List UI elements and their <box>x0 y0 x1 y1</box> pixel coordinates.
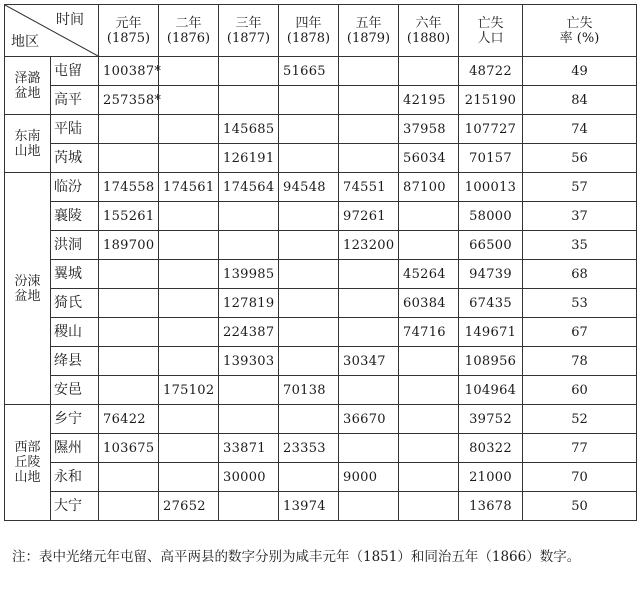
population-value-cell: 155261 <box>99 202 159 231</box>
population-value-cell <box>219 231 279 260</box>
county-name-cell: 大宁 <box>51 492 99 521</box>
region-name-cell <box>5 115 51 173</box>
population-value-cell <box>159 463 219 492</box>
population-value-cell <box>279 318 339 347</box>
loss-rate-cell: 52 <box>523 405 637 434</box>
loss-people-header: 亡失 人口 <box>459 5 523 57</box>
population-value-cell <box>399 492 459 521</box>
loss-people-cell: 215190 <box>459 86 523 115</box>
table-row <box>5 144 637 173</box>
loss-people-cell: 107727 <box>459 115 523 144</box>
year-header-2: 二年 (1876) <box>159 5 219 57</box>
population-value-cell <box>339 318 399 347</box>
population-value-cell: 126191 <box>219 144 279 173</box>
region-name-line: 盆地 <box>14 288 41 304</box>
region-name-line: 泽潞 <box>14 70 41 86</box>
loss-rate-cell: 53 <box>523 289 637 318</box>
population-value-cell <box>159 202 219 231</box>
loss-rate-cell: 77 <box>523 434 637 463</box>
loss-rate-cell: 78 <box>523 347 637 376</box>
population-value-cell: 33871 <box>219 434 279 463</box>
county-name-cell: 临汾 <box>51 173 99 202</box>
population-value-cell: 13974 <box>279 492 339 521</box>
table-row <box>5 202 637 231</box>
region-name-line: 西部 <box>14 440 41 455</box>
population-value-cell: 30000 <box>219 463 279 492</box>
population-value-cell <box>159 57 219 86</box>
population-value-cell <box>339 289 399 318</box>
population-value-cell: 257358* <box>99 86 159 115</box>
population-value-cell <box>159 405 219 434</box>
population-value-cell: 103675 <box>99 434 159 463</box>
header-row <box>5 5 637 57</box>
table-row <box>5 405 637 434</box>
table-footnote: 注：表中光绪元年屯留、高平两县的数字分别为咸丰元年（1851）和同治五年（1866）数字。 <box>12 549 581 565</box>
population-value-cell <box>399 434 459 463</box>
population-value-cell <box>339 492 399 521</box>
population-value-cell <box>219 86 279 115</box>
population-value-cell <box>219 202 279 231</box>
population-value-cell <box>159 318 219 347</box>
loss-people-cell: 67435 <box>459 289 523 318</box>
table-row <box>5 57 637 86</box>
county-name-cell: 翼城 <box>51 260 99 289</box>
population-value-cell <box>99 318 159 347</box>
region-header-label: 地区 <box>11 34 39 50</box>
population-value-cell <box>279 115 339 144</box>
population-value-cell <box>99 115 159 144</box>
loss-people-cell: 80322 <box>459 434 523 463</box>
population-value-cell <box>399 202 459 231</box>
population-value-cell: 9000 <box>339 463 399 492</box>
population-value-cell <box>279 231 339 260</box>
population-value-cell <box>279 289 339 318</box>
population-value-cell <box>279 260 339 289</box>
population-value-cell <box>279 144 339 173</box>
county-name-cell: 隰州 <box>51 434 99 463</box>
loss-rate-cell: 37 <box>523 202 637 231</box>
population-value-cell <box>159 144 219 173</box>
population-value-cell: 224387 <box>219 318 279 347</box>
population-value-cell <box>339 115 399 144</box>
population-value-cell <box>399 463 459 492</box>
year-header-6: 六年 (1880) <box>399 5 459 57</box>
population-value-cell <box>219 57 279 86</box>
table-row <box>5 376 637 405</box>
loss-people-cell: 58000 <box>459 202 523 231</box>
county-name-cell: 襄陵 <box>51 202 99 231</box>
table-row <box>5 231 637 260</box>
population-value-cell: 139303 <box>219 347 279 376</box>
loss-rate-cell: 84 <box>523 86 637 115</box>
county-name-cell: 平陆 <box>51 115 99 144</box>
population-value-cell: 30347 <box>339 347 399 376</box>
population-value-cell: 189700 <box>99 231 159 260</box>
population-value-cell: 27652 <box>159 492 219 521</box>
population-value-cell: 100387* <box>99 57 159 86</box>
population-value-cell <box>219 405 279 434</box>
population-value-cell <box>399 347 459 376</box>
population-value-cell: 123200 <box>339 231 399 260</box>
county-name-cell: 绛县 <box>51 347 99 376</box>
population-value-cell: 174561 <box>159 173 219 202</box>
year-header-5: 五年 (1879) <box>339 5 399 57</box>
population-value-cell: 94548 <box>279 173 339 202</box>
table-row <box>5 260 637 289</box>
population-value-cell <box>219 492 279 521</box>
loss-people-cell: 13678 <box>459 492 523 521</box>
population-value-cell: 145685 <box>219 115 279 144</box>
region-name-line: 盆地 <box>14 85 41 101</box>
loss-people-cell: 108956 <box>459 347 523 376</box>
loss-rate-cell: 35 <box>523 231 637 260</box>
loss-rate-cell: 74 <box>523 115 637 144</box>
population-value-cell <box>159 115 219 144</box>
population-value-cell <box>339 376 399 405</box>
region-name-line: 山地 <box>14 470 41 485</box>
population-value-cell: 74716 <box>399 318 459 347</box>
county-name-cell: 芮城 <box>51 144 99 173</box>
loss-people-cell: 70157 <box>459 144 523 173</box>
year-header-4: 四年 (1878) <box>279 5 339 57</box>
county-name-cell: 永和 <box>51 463 99 492</box>
county-name-cell: 稷山 <box>51 318 99 347</box>
population-value-cell <box>99 144 159 173</box>
population-value-cell: 37958 <box>399 115 459 144</box>
population-value-cell <box>399 57 459 86</box>
population-value-cell: 56034 <box>399 144 459 173</box>
loss-rate-cell: 50 <box>523 492 637 521</box>
population-value-cell <box>159 260 219 289</box>
region-name-cell <box>5 405 51 521</box>
region-name-line: 山地 <box>14 143 41 159</box>
population-value-cell: 51665 <box>279 57 339 86</box>
loss-rate-header: 亡失 率 (%) <box>523 5 637 57</box>
population-value-cell: 174564 <box>219 173 279 202</box>
population-value-cell <box>159 86 219 115</box>
population-value-cell <box>339 86 399 115</box>
region-name-cell <box>5 57 51 115</box>
table-row <box>5 463 637 492</box>
population-value-cell: 127819 <box>219 289 279 318</box>
population-value-cell: 45264 <box>399 260 459 289</box>
population-value-cell: 36670 <box>339 405 399 434</box>
population-value-cell <box>279 463 339 492</box>
population-value-cell <box>339 144 399 173</box>
county-name-cell: 安邑 <box>51 376 99 405</box>
county-name-cell: 高平 <box>51 86 99 115</box>
population-value-cell: 87100 <box>399 173 459 202</box>
table-row <box>5 289 637 318</box>
population-value-cell <box>279 86 339 115</box>
population-value-cell <box>279 202 339 231</box>
population-value-cell <box>159 289 219 318</box>
population-value-cell: 174558 <box>99 173 159 202</box>
population-value-cell <box>339 57 399 86</box>
population-value-cell: 97261 <box>339 202 399 231</box>
time-header-label: 时间 <box>56 12 84 28</box>
population-value-cell: 76422 <box>99 405 159 434</box>
population-value-cell: 139985 <box>219 260 279 289</box>
population-value-cell <box>339 434 399 463</box>
loss-rate-cell: 57 <box>523 173 637 202</box>
loss-people-cell: 39752 <box>459 405 523 434</box>
loss-people-cell: 149671 <box>459 318 523 347</box>
loss-rate-cell: 56 <box>523 144 637 173</box>
year-header-1: 元年 (1875) <box>99 5 159 57</box>
loss-people-cell: 66500 <box>459 231 523 260</box>
region-name-line: 汾涑 <box>14 273 41 289</box>
loss-rate-cell: 68 <box>523 260 637 289</box>
population-value-cell: 70138 <box>279 376 339 405</box>
table-row <box>5 86 637 115</box>
region-name-line: 东南 <box>14 128 41 144</box>
loss-rate-cell: 60 <box>523 376 637 405</box>
population-value-cell <box>159 231 219 260</box>
region-name-cell <box>5 173 51 405</box>
population-value-cell <box>159 434 219 463</box>
table-row <box>5 434 637 463</box>
loss-people-cell: 21000 <box>459 463 523 492</box>
county-name-cell: 猗氏 <box>51 289 99 318</box>
population-value-cell <box>159 347 219 376</box>
table-row <box>5 115 637 144</box>
population-value-cell: 23353 <box>279 434 339 463</box>
county-name-cell: 屯留 <box>51 57 99 86</box>
year-header-3: 三年 (1877) <box>219 5 279 57</box>
population-value-cell <box>99 463 159 492</box>
population-value-cell <box>99 260 159 289</box>
loss-rate-cell: 67 <box>523 318 637 347</box>
loss-people-cell: 100013 <box>459 173 523 202</box>
population-value-cell: 175102 <box>159 376 219 405</box>
loss-people-cell: 48722 <box>459 57 523 86</box>
county-name-cell: 洪洞 <box>51 231 99 260</box>
population-value-cell <box>279 405 339 434</box>
population-value-cell <box>279 347 339 376</box>
population-value-cell: 42195 <box>399 86 459 115</box>
corner-header-cell <box>5 5 99 57</box>
population-value-cell <box>219 376 279 405</box>
table-row <box>5 173 637 202</box>
population-value-cell <box>99 492 159 521</box>
population-value-cell <box>339 260 399 289</box>
table-row <box>5 347 637 376</box>
region-name-line: 丘陵 <box>14 455 41 470</box>
loss-people-cell: 104964 <box>459 376 523 405</box>
table-row <box>5 318 637 347</box>
loss-rate-cell: 70 <box>523 463 637 492</box>
population-value-cell <box>399 376 459 405</box>
table-row <box>5 492 637 521</box>
loss-rate-cell: 49 <box>523 57 637 86</box>
population-value-cell: 60384 <box>399 289 459 318</box>
population-value-cell: 74551 <box>339 173 399 202</box>
population-value-cell <box>99 289 159 318</box>
loss-people-cell: 94739 <box>459 260 523 289</box>
population-value-cell <box>399 231 459 260</box>
population-value-cell <box>99 347 159 376</box>
population-value-cell <box>99 376 159 405</box>
population-loss-table <box>4 4 637 521</box>
county-name-cell: 乡宁 <box>51 405 99 434</box>
population-value-cell <box>399 405 459 434</box>
